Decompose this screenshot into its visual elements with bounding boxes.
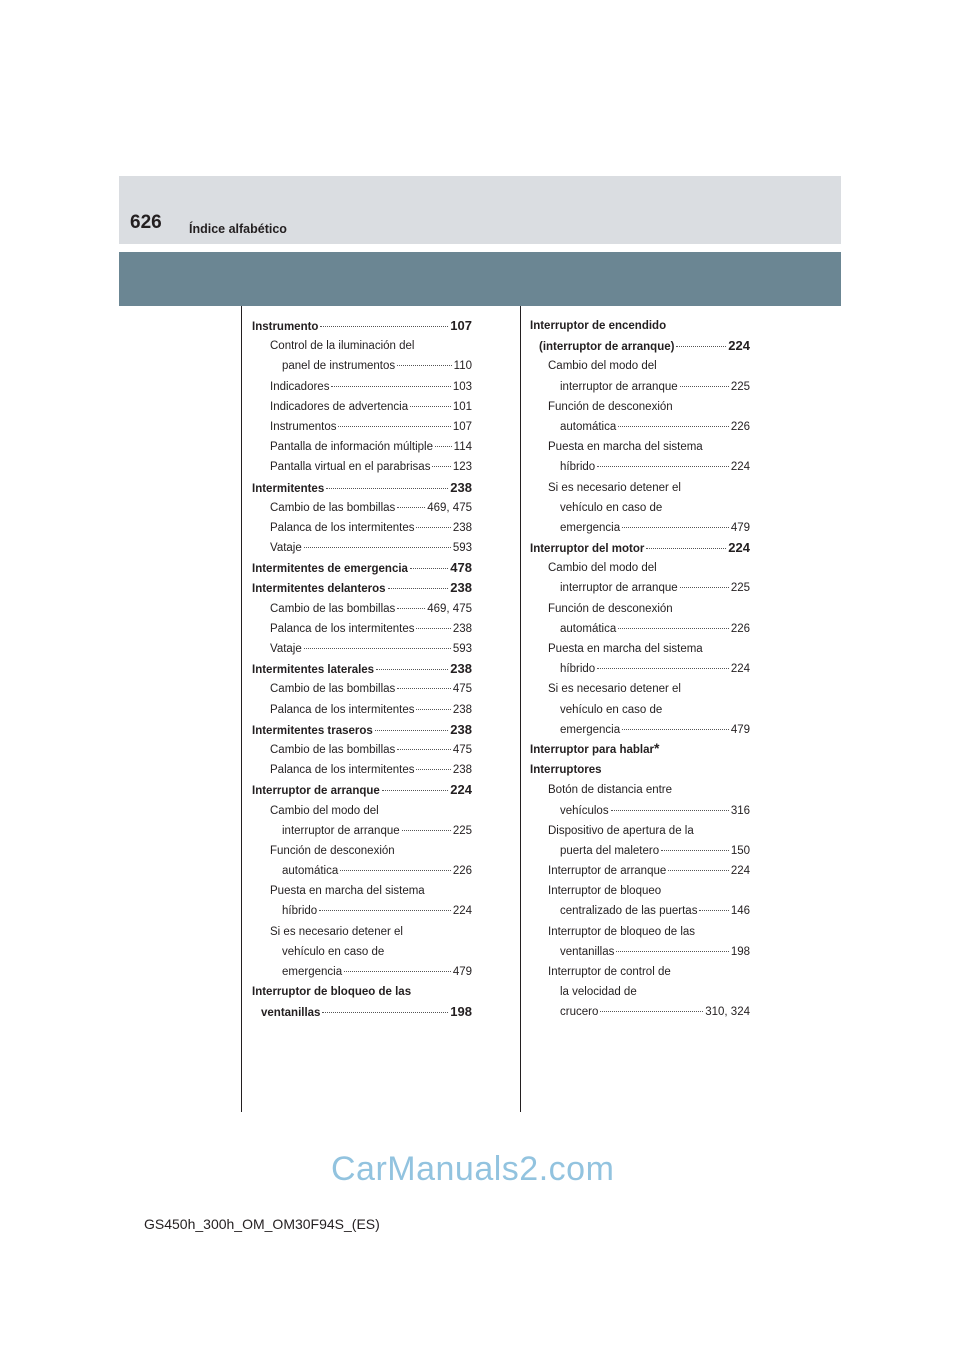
- entry-term: vehículo en caso de: [282, 945, 385, 958]
- page-reference: 593: [452, 643, 472, 655]
- entry-term: vehículo en caso de: [560, 501, 663, 514]
- index-entry: [252, 316, 472, 336]
- entry-term: Cambio del modo del: [270, 804, 379, 817]
- dot-leader: [676, 346, 726, 347]
- entry-term: puerta del maletero: [560, 844, 660, 857]
- dot-leader: [375, 730, 449, 731]
- index-subentry: [252, 700, 472, 720]
- index-subentry: [530, 901, 750, 921]
- page-reference: 224: [452, 905, 472, 918]
- entry-term: ventanillas: [261, 1007, 321, 1020]
- index-subentry: [252, 619, 472, 639]
- page-reference: 479: [730, 723, 750, 736]
- entry-term: Puesta en marcha del sistema: [270, 885, 425, 898]
- dot-leader: [416, 628, 450, 629]
- index-subentry: [252, 901, 472, 921]
- entry-term: Función de desconexión: [548, 400, 673, 413]
- index-subentry: [252, 336, 472, 356]
- dot-leader: [410, 568, 448, 569]
- dot-leader: [680, 386, 729, 387]
- entry-term: vehículos: [560, 804, 609, 817]
- page-reference: 238: [450, 721, 472, 737]
- dot-leader: [435, 446, 452, 447]
- entry-term: Intermitentes: [252, 482, 325, 495]
- dot-leader: [600, 1011, 703, 1012]
- dot-leader: [326, 488, 448, 489]
- entry-term: Interruptor del motor: [530, 543, 645, 556]
- entry-term: Instrumentos: [270, 420, 337, 433]
- page-reference: 238: [450, 580, 472, 596]
- dot-leader: [416, 709, 450, 710]
- index-entry: [252, 780, 472, 800]
- entry-term: Intermitentes de emergencia: [252, 563, 408, 576]
- page-reference: 198: [450, 1004, 472, 1020]
- entry-term: automática: [560, 622, 617, 635]
- dot-leader: [319, 910, 451, 911]
- entry-term: Cambio de las bombillas: [270, 743, 396, 756]
- entry-term: Interruptor de bloqueo de las: [548, 925, 696, 938]
- page-reference: 238: [452, 764, 472, 777]
- page-reference: 225: [730, 380, 750, 393]
- entry-term: Interruptor de arranque: [252, 785, 380, 798]
- page-reference: 146: [730, 905, 750, 918]
- page-reference: 238: [450, 661, 472, 677]
- page-reference: 224: [730, 461, 750, 474]
- dot-leader: [618, 628, 729, 629]
- page-reference: 103: [452, 380, 472, 393]
- entry-term: híbrido: [282, 905, 318, 918]
- index-entry: [252, 1002, 472, 1022]
- entry-term: interruptor de arranque: [560, 582, 678, 595]
- dot-leader: [680, 587, 729, 588]
- index-entry: [530, 538, 750, 558]
- dot-leader: [304, 547, 451, 548]
- page-reference: 150: [730, 844, 750, 857]
- entry-term: vehículo en caso de: [560, 703, 663, 716]
- entry-term: Cambio del modo del: [548, 562, 657, 575]
- page-reference: 123: [452, 461, 472, 474]
- dot-leader: [416, 527, 450, 528]
- dot-leader: [616, 951, 728, 952]
- index-subentry: [530, 599, 750, 619]
- page-reference: 479: [730, 521, 750, 534]
- dot-leader: [661, 850, 729, 851]
- index-subentry: [252, 397, 472, 417]
- entry-term: Función de desconexión: [270, 844, 395, 857]
- entry-term: automática: [282, 865, 339, 878]
- index-subentry: [530, 558, 750, 578]
- page-reference: 226: [730, 622, 750, 635]
- dot-leader: [397, 365, 452, 366]
- page-reference: 224: [728, 540, 750, 556]
- dot-leader: [622, 729, 729, 730]
- dot-leader: [340, 870, 451, 871]
- index-subentry: [530, 679, 750, 699]
- index-subentry: [530, 478, 750, 498]
- index-subentry: [530, 861, 750, 881]
- dot-leader: [410, 406, 451, 407]
- page-reference: 198: [730, 945, 750, 958]
- entry-term: Interruptor de arranque: [548, 865, 667, 878]
- dot-leader: [646, 548, 726, 549]
- entry-term: emergencia: [282, 966, 343, 978]
- entry-term: híbrido: [560, 461, 596, 474]
- index-entry: [252, 478, 472, 498]
- index-subentry: [530, 457, 750, 477]
- entry-term: Puesta en marcha del sistema: [548, 441, 703, 454]
- dot-leader: [416, 769, 450, 770]
- entry-term: híbrido: [560, 663, 596, 676]
- entry-term: la velocidad de: [560, 986, 637, 999]
- index-subentry: [252, 599, 472, 619]
- index-entry: [252, 982, 472, 1002]
- dot-leader: [597, 668, 729, 669]
- dot-leader: [338, 426, 450, 427]
- entry-term: Cambio de las bombillas: [270, 602, 396, 615]
- index-subentry: [252, 417, 472, 437]
- entry-term: Indicadores de advertencia: [270, 400, 409, 413]
- page-reference: 107: [452, 420, 472, 433]
- index-subentry: [252, 356, 472, 376]
- dot-leader: [320, 326, 448, 327]
- index-subentry: [252, 922, 472, 942]
- entry-term: Cambio del modo del: [548, 360, 657, 373]
- page-reference: 224: [730, 865, 750, 878]
- index-subentry: [530, 377, 750, 397]
- index-entry: [252, 720, 472, 740]
- index-subentry: [252, 639, 472, 659]
- index-subentry: [530, 801, 750, 821]
- page-title: Índice alfabético: [189, 222, 287, 236]
- index-subentry: [530, 619, 750, 639]
- index-subentry: [252, 881, 472, 901]
- index-subentry: [530, 578, 750, 598]
- dot-leader: [397, 749, 451, 750]
- dot-leader: [611, 810, 729, 811]
- page-reference: 475: [452, 683, 472, 696]
- column-rule-left: [241, 306, 242, 1112]
- page-reference: 469, 475: [427, 501, 472, 514]
- index-entry: [252, 578, 472, 598]
- index-subentry: [252, 538, 472, 558]
- index-subentry: [530, 720, 750, 740]
- page-number: 626: [130, 212, 162, 233]
- index-subentry: [252, 457, 472, 477]
- section-band: [119, 252, 841, 306]
- entry-term: Botón de distancia entre: [548, 784, 673, 797]
- entry-term: crucero: [560, 1006, 599, 1019]
- entry-term: Palanca de los intermitentes: [270, 764, 415, 777]
- index-subentry: [252, 760, 472, 780]
- watermark: CarManuals2.com: [331, 1150, 615, 1188]
- entry-term: Palanca de los intermitentes: [270, 622, 415, 635]
- dot-leader: [397, 507, 425, 508]
- index-subentry: [252, 801, 472, 821]
- entry-term: ventanillas: [560, 945, 615, 958]
- entry-term: Interruptor de encendido: [530, 320, 667, 332]
- entry-term: Intermitentes laterales: [252, 664, 375, 677]
- index-entry: [252, 558, 472, 578]
- column-rule-right: [520, 306, 521, 1112]
- page-reference: 225: [452, 824, 472, 837]
- dot-leader: [432, 466, 450, 467]
- page-reference: 225: [730, 582, 750, 595]
- index-subentry: [530, 962, 750, 982]
- dot-leader: [618, 426, 729, 427]
- index-entry: [252, 659, 472, 679]
- entry-term: interruptor de arranque: [282, 824, 400, 837]
- index-subentry: [530, 841, 750, 861]
- page-reference: 479: [452, 966, 472, 978]
- entry-term: Cambio de las bombillas: [270, 683, 396, 696]
- entry-term: emergencia: [560, 723, 621, 736]
- index-subentry: [252, 518, 472, 538]
- entry-term: Control de la iluminación del: [270, 340, 415, 353]
- entry-term: Si es necesario detener el: [270, 925, 403, 938]
- dot-leader: [622, 527, 729, 528]
- entry-term: Vataje: [270, 643, 302, 655]
- page-reference: 310, 324: [705, 1006, 750, 1019]
- entry-term: Pantalla de información múltiple: [270, 441, 434, 454]
- dot-leader: [322, 1012, 448, 1013]
- page-reference: 224: [730, 663, 750, 676]
- page-reference: 469, 475: [427, 602, 472, 615]
- dot-leader: [597, 466, 729, 467]
- index-subentry: [530, 700, 750, 720]
- entry-term: Palanca de los intermitentes: [270, 703, 415, 716]
- entry-term: Indicadores: [270, 380, 330, 393]
- index-subentry: [530, 1002, 750, 1022]
- entry-term: Intermitentes traseros: [252, 724, 373, 737]
- index-subentry: [530, 982, 750, 1002]
- index-subentry: [530, 780, 750, 800]
- entry-term: Interruptor de bloqueo de las: [252, 986, 412, 999]
- index-entry: [530, 760, 750, 780]
- entry-term: Instrumento: [252, 321, 319, 333]
- dot-leader: [397, 608, 425, 609]
- index-subentry: [252, 740, 472, 760]
- page-reference: 110: [453, 360, 472, 373]
- index-subentry: [252, 679, 472, 699]
- entry-term: Puesta en marcha del sistema: [548, 643, 703, 655]
- index-subentry: [530, 397, 750, 417]
- dot-leader: [382, 790, 448, 791]
- entry-term: Vataje: [270, 542, 302, 555]
- dot-leader: [402, 830, 451, 831]
- entry-term: Cambio de las bombillas: [270, 501, 396, 514]
- page-reference: 475: [452, 743, 472, 756]
- index-subentry: [530, 821, 750, 841]
- index-entry: [530, 316, 750, 336]
- page-reference: 238: [452, 521, 472, 534]
- index-subentry: [530, 659, 750, 679]
- entry-term: Dispositivo de apertura de la: [548, 824, 694, 837]
- entry-term: Palanca de los intermitentes: [270, 521, 415, 534]
- index-subentry: [252, 962, 472, 982]
- page-reference: 238: [452, 622, 472, 635]
- index-subentry: [252, 841, 472, 861]
- index-column-left: [252, 316, 472, 1023]
- page-reference: 101: [452, 400, 472, 413]
- index-subentry: [252, 437, 472, 457]
- index-subentry: [530, 922, 750, 942]
- page-reference: 593: [452, 542, 472, 555]
- dot-leader: [388, 588, 449, 589]
- entry-term: Interruptores: [530, 764, 602, 777]
- entry-term: interruptor de arranque: [560, 380, 678, 393]
- index-subentry: [530, 881, 750, 901]
- entry-term: Intermitentes delanteros: [252, 583, 386, 596]
- dot-leader: [668, 870, 729, 871]
- page-reference: 224: [450, 782, 472, 798]
- dot-leader: [344, 971, 451, 972]
- entry-term: Si es necesario detener el: [548, 683, 681, 696]
- page-reference: 224: [728, 338, 750, 354]
- index-subentry: [530, 942, 750, 962]
- entry-term: panel de instrumentos: [282, 360, 396, 373]
- dot-leader: [397, 688, 451, 689]
- page-reference: 226: [452, 865, 472, 878]
- index-subentry: [530, 639, 750, 659]
- entry-term: Si es necesario detener el: [548, 481, 681, 494]
- page-reference: 478: [450, 560, 472, 576]
- index-subentry: [530, 437, 750, 457]
- dot-leader: [699, 910, 728, 911]
- index-subentry: [252, 821, 472, 841]
- index-entry: [530, 336, 750, 356]
- index-subentry: [252, 498, 472, 518]
- page-reference: 226: [730, 420, 750, 433]
- index-subentry: [530, 417, 750, 437]
- entry-term: Función de desconexión: [548, 602, 673, 615]
- page-reference: 316: [730, 804, 750, 817]
- index-entry: Interruptor para hablar *: [530, 740, 750, 760]
- index-subentry: [530, 518, 750, 538]
- footer-code: GS450h_300h_OM_OM30F94S_(ES): [144, 1216, 380, 1232]
- index-subentry: [252, 377, 472, 397]
- entry-term: (interruptor de arranque): [539, 341, 675, 354]
- entry-term: Pantalla virtual en el parabrisas: [270, 461, 431, 474]
- entry-term: automática: [560, 420, 617, 433]
- index-subentry: [252, 861, 472, 881]
- page-reference: 238: [450, 479, 472, 495]
- entry-term: emergencia: [560, 521, 621, 534]
- page-reference: 107: [450, 318, 472, 333]
- entry-term: centralizado de las puertas: [560, 905, 698, 918]
- entry-term: Interruptor de bloqueo: [548, 885, 662, 898]
- page-reference: 238: [452, 703, 472, 716]
- dot-leader: [331, 386, 450, 387]
- index-subentry: [530, 498, 750, 518]
- index-subentry: [530, 356, 750, 376]
- page-reference: 114: [453, 441, 472, 454]
- entry-term: Interruptor de control de: [548, 966, 671, 978]
- index-subentry: [252, 942, 472, 962]
- dot-leader: [376, 669, 448, 670]
- index-column-right: [530, 316, 750, 1023]
- entry-term: Interruptor para hablar: [530, 743, 654, 756]
- dot-leader: [304, 648, 451, 649]
